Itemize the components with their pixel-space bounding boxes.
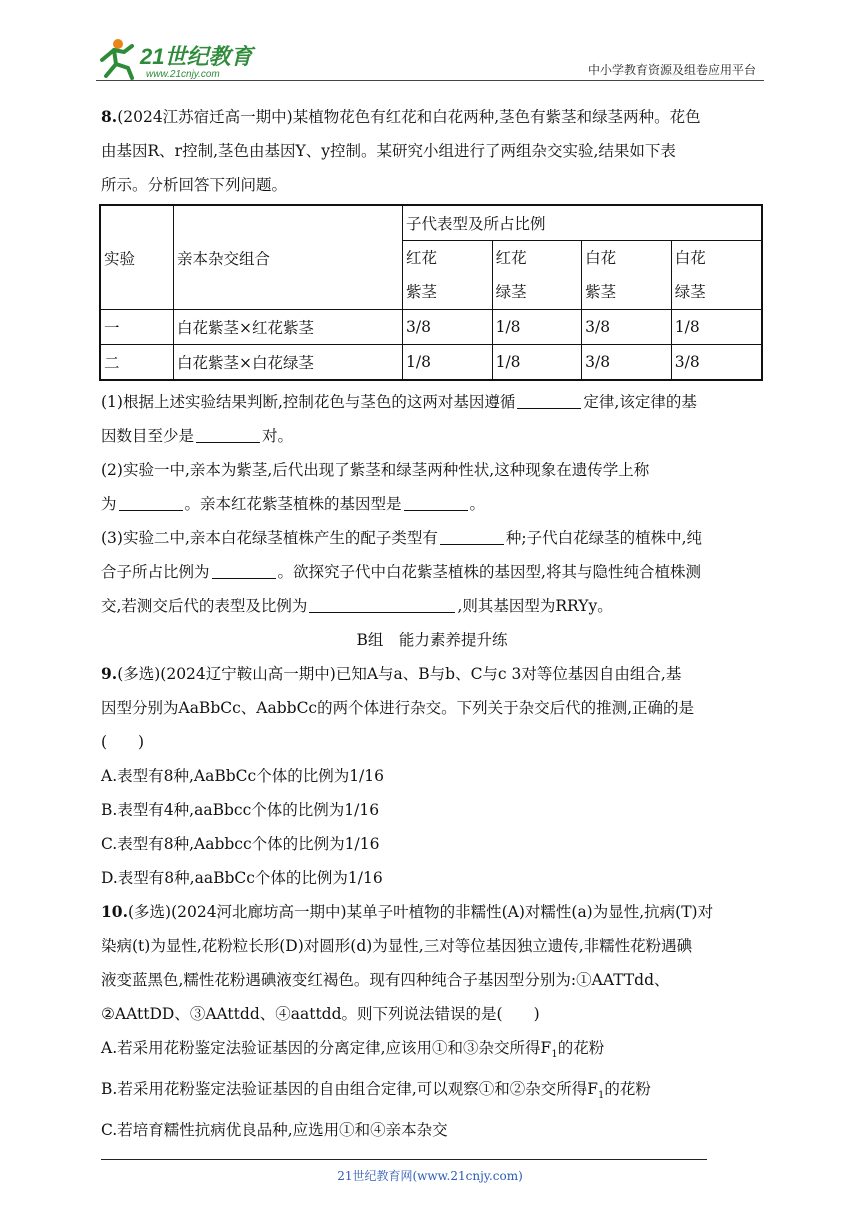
answer-blank[interactable] xyxy=(404,494,468,511)
th-parent-cross: 亲本杂交组合 xyxy=(174,205,403,310)
footer-divider xyxy=(101,1159,707,1160)
th-col-4: 白花 绿茎 xyxy=(671,241,762,310)
answer-blank[interactable] xyxy=(517,392,581,409)
q8-sub-1-line-1: (1)根据上述实验结果判断,控制花色与茎色的这两对基因遵循 定律,该定律的基 xyxy=(101,393,697,411)
answer-blank[interactable] xyxy=(196,426,260,443)
q9-stem-line-2: 因型分别为AaBbCc、AabbCc的两个体进行杂交。下列关于杂交后代的推测,正确的是 xyxy=(101,699,695,717)
q10-stem-line-4: ②AAttDD、③AAttdd、④aattdd。则下列说法错误的是( ) xyxy=(101,1005,540,1023)
q8-stem-line-1 xyxy=(101,100,763,134)
th-experiment: 实验 xyxy=(100,205,174,310)
answer-blank[interactable] xyxy=(212,562,276,579)
q10-option-a[interactable]: A.若采用花粉鉴定法验证基因的分离定律,应该用①和③杂交所得$F_1$的花粉 xyxy=(101,1039,605,1061)
q8-sub-1-line-2: 因数目至少是 对。 xyxy=(101,427,294,445)
page-content xyxy=(101,100,763,1147)
q9-option-c[interactable]: C.表型有8种,Aabbcc个体的比例为1/16 xyxy=(101,835,380,853)
cell-value: 1/8 xyxy=(492,345,582,381)
th-col-2: 红花 绿茎 xyxy=(492,241,582,310)
q10-stem-line-2: 染病(t)为显性,花粉粒长形(D)对圆形(d)为显性,三对等位基因独立遗传,非糯性花粉遇碘 xyxy=(101,937,693,955)
q9-number: 9. xyxy=(101,664,118,683)
table-row xyxy=(100,310,762,345)
q10-stem-line-1: 10.(多选)(2024河北廊坊高一期中)某单子叶植物的非糯性(A)对糯性(a)为显性,抗病(T)对 xyxy=(101,902,714,921)
section-heading-b: B组 能力素养提升练 xyxy=(356,631,508,649)
q10-stem-line-3: 液变蓝黑色,糯性花粉遇碘液变红褐色。现有四种纯合子基因型分别为:①AATTdd、 xyxy=(101,971,670,989)
question-9 xyxy=(101,657,763,895)
header-divider xyxy=(96,80,764,81)
cell-value: 3/8 xyxy=(403,310,493,345)
q8-number: 8. xyxy=(101,107,118,126)
q9-answer-paren: ( ) xyxy=(101,733,145,751)
footer-text[interactable]: 21世纪教育网(www.21cnjy.com) xyxy=(337,1169,523,1183)
q10-number: 10. xyxy=(101,902,128,921)
q8-sub-3-line-1: (3)实验二中,亲本白花绿茎植株产生的配子类型有 种;子代白花绿茎的植株中,纯 xyxy=(101,529,703,547)
cell-exp: 二 xyxy=(100,345,174,381)
answer-blank[interactable] xyxy=(119,494,183,511)
q8-stem-text-1: (2024江苏宿迁高一期中)某植物花色有红花和白花两种,茎色有紫茎和绿茎两种。花色 xyxy=(117,108,701,126)
th-col-1: 红花 紫茎 xyxy=(403,241,493,310)
q10-option-b[interactable]: B.若采用花粉鉴定法验证基因的自由组合定律,可以观察①和②杂交所得$F_1$的花粉 xyxy=(101,1080,651,1102)
cell-cross: 白花紫茎×白花绿茎 xyxy=(174,345,403,381)
cell-value: 3/8 xyxy=(671,345,762,381)
q8-stem-line-3: 所示。分析回答下列问题。 xyxy=(101,176,288,194)
cell-value: 3/8 xyxy=(582,310,672,345)
q9-option-b[interactable]: B.表型有4种,aaBbcc个体的比例为1/16 xyxy=(101,801,380,819)
logo-url: www.21cnjy.com xyxy=(146,69,220,80)
q8-stem-line-2: 由基因R、r控制,茎色由基因Y、y控制。某研究小组进行了两组杂交实验,结果如下表 xyxy=(101,142,676,160)
cell-value: 1/8 xyxy=(403,345,493,381)
header-platform-text: 中小学教育资源及组卷应用平台 xyxy=(587,63,756,77)
q10-option-c[interactable]: C.若培育糯性抗病优良品种,应选用①和④亲本杂交 xyxy=(101,1121,448,1140)
th-offspring: 子代表型及所占比例 xyxy=(403,205,763,241)
table-row xyxy=(100,345,762,381)
q8-sub-2-line-1: (2)实验一中,亲本为紫茎,后代出现了紫茎和绿茎两种性状,这种现象在遗传学上称 xyxy=(101,461,650,479)
q8-sub-3-line-3: 交,若测交后代的表型及比例为 ,则其基因型为RRYy。 xyxy=(101,597,613,615)
site-logo xyxy=(96,36,266,82)
question-8 xyxy=(101,100,763,623)
logo-text: 21世纪教育 xyxy=(140,44,253,69)
q9-stem-line-1: 9.(多选)(2024辽宁鞍山高一期中)已知A与a、B与b、C与c 3对等位基因自由组合,基 xyxy=(101,664,682,683)
answer-blank[interactable] xyxy=(309,596,455,613)
q9-option-d[interactable]: D.表型有8种,aaBbCc个体的比例为1/16 xyxy=(101,869,383,887)
cell-cross: 白花紫茎×红花紫茎 xyxy=(174,310,403,345)
q9-option-a[interactable]: A.表型有8种,AaBbCc个体的比例为1/16 xyxy=(101,767,385,785)
answer-blank[interactable] xyxy=(440,528,504,545)
q8-sub-2-line-2: 为 。亲本红花紫茎植株的基因型是 。 xyxy=(101,495,486,513)
cell-value: 1/8 xyxy=(671,310,762,345)
runner-logo-icon xyxy=(96,36,266,82)
question-10 xyxy=(101,895,763,1147)
th-col-3: 白花 紫茎 xyxy=(582,241,672,310)
cross-results-table xyxy=(99,204,763,381)
q8-sub-3-line-2: 合子所占比例为 。欲探究子代中白花紫茎植株的基因型,将其与隐性纯合植株测 xyxy=(101,563,701,581)
cell-value: 3/8 xyxy=(582,345,672,381)
cell-value: 1/8 xyxy=(492,310,582,345)
cell-exp: 一 xyxy=(100,310,174,345)
